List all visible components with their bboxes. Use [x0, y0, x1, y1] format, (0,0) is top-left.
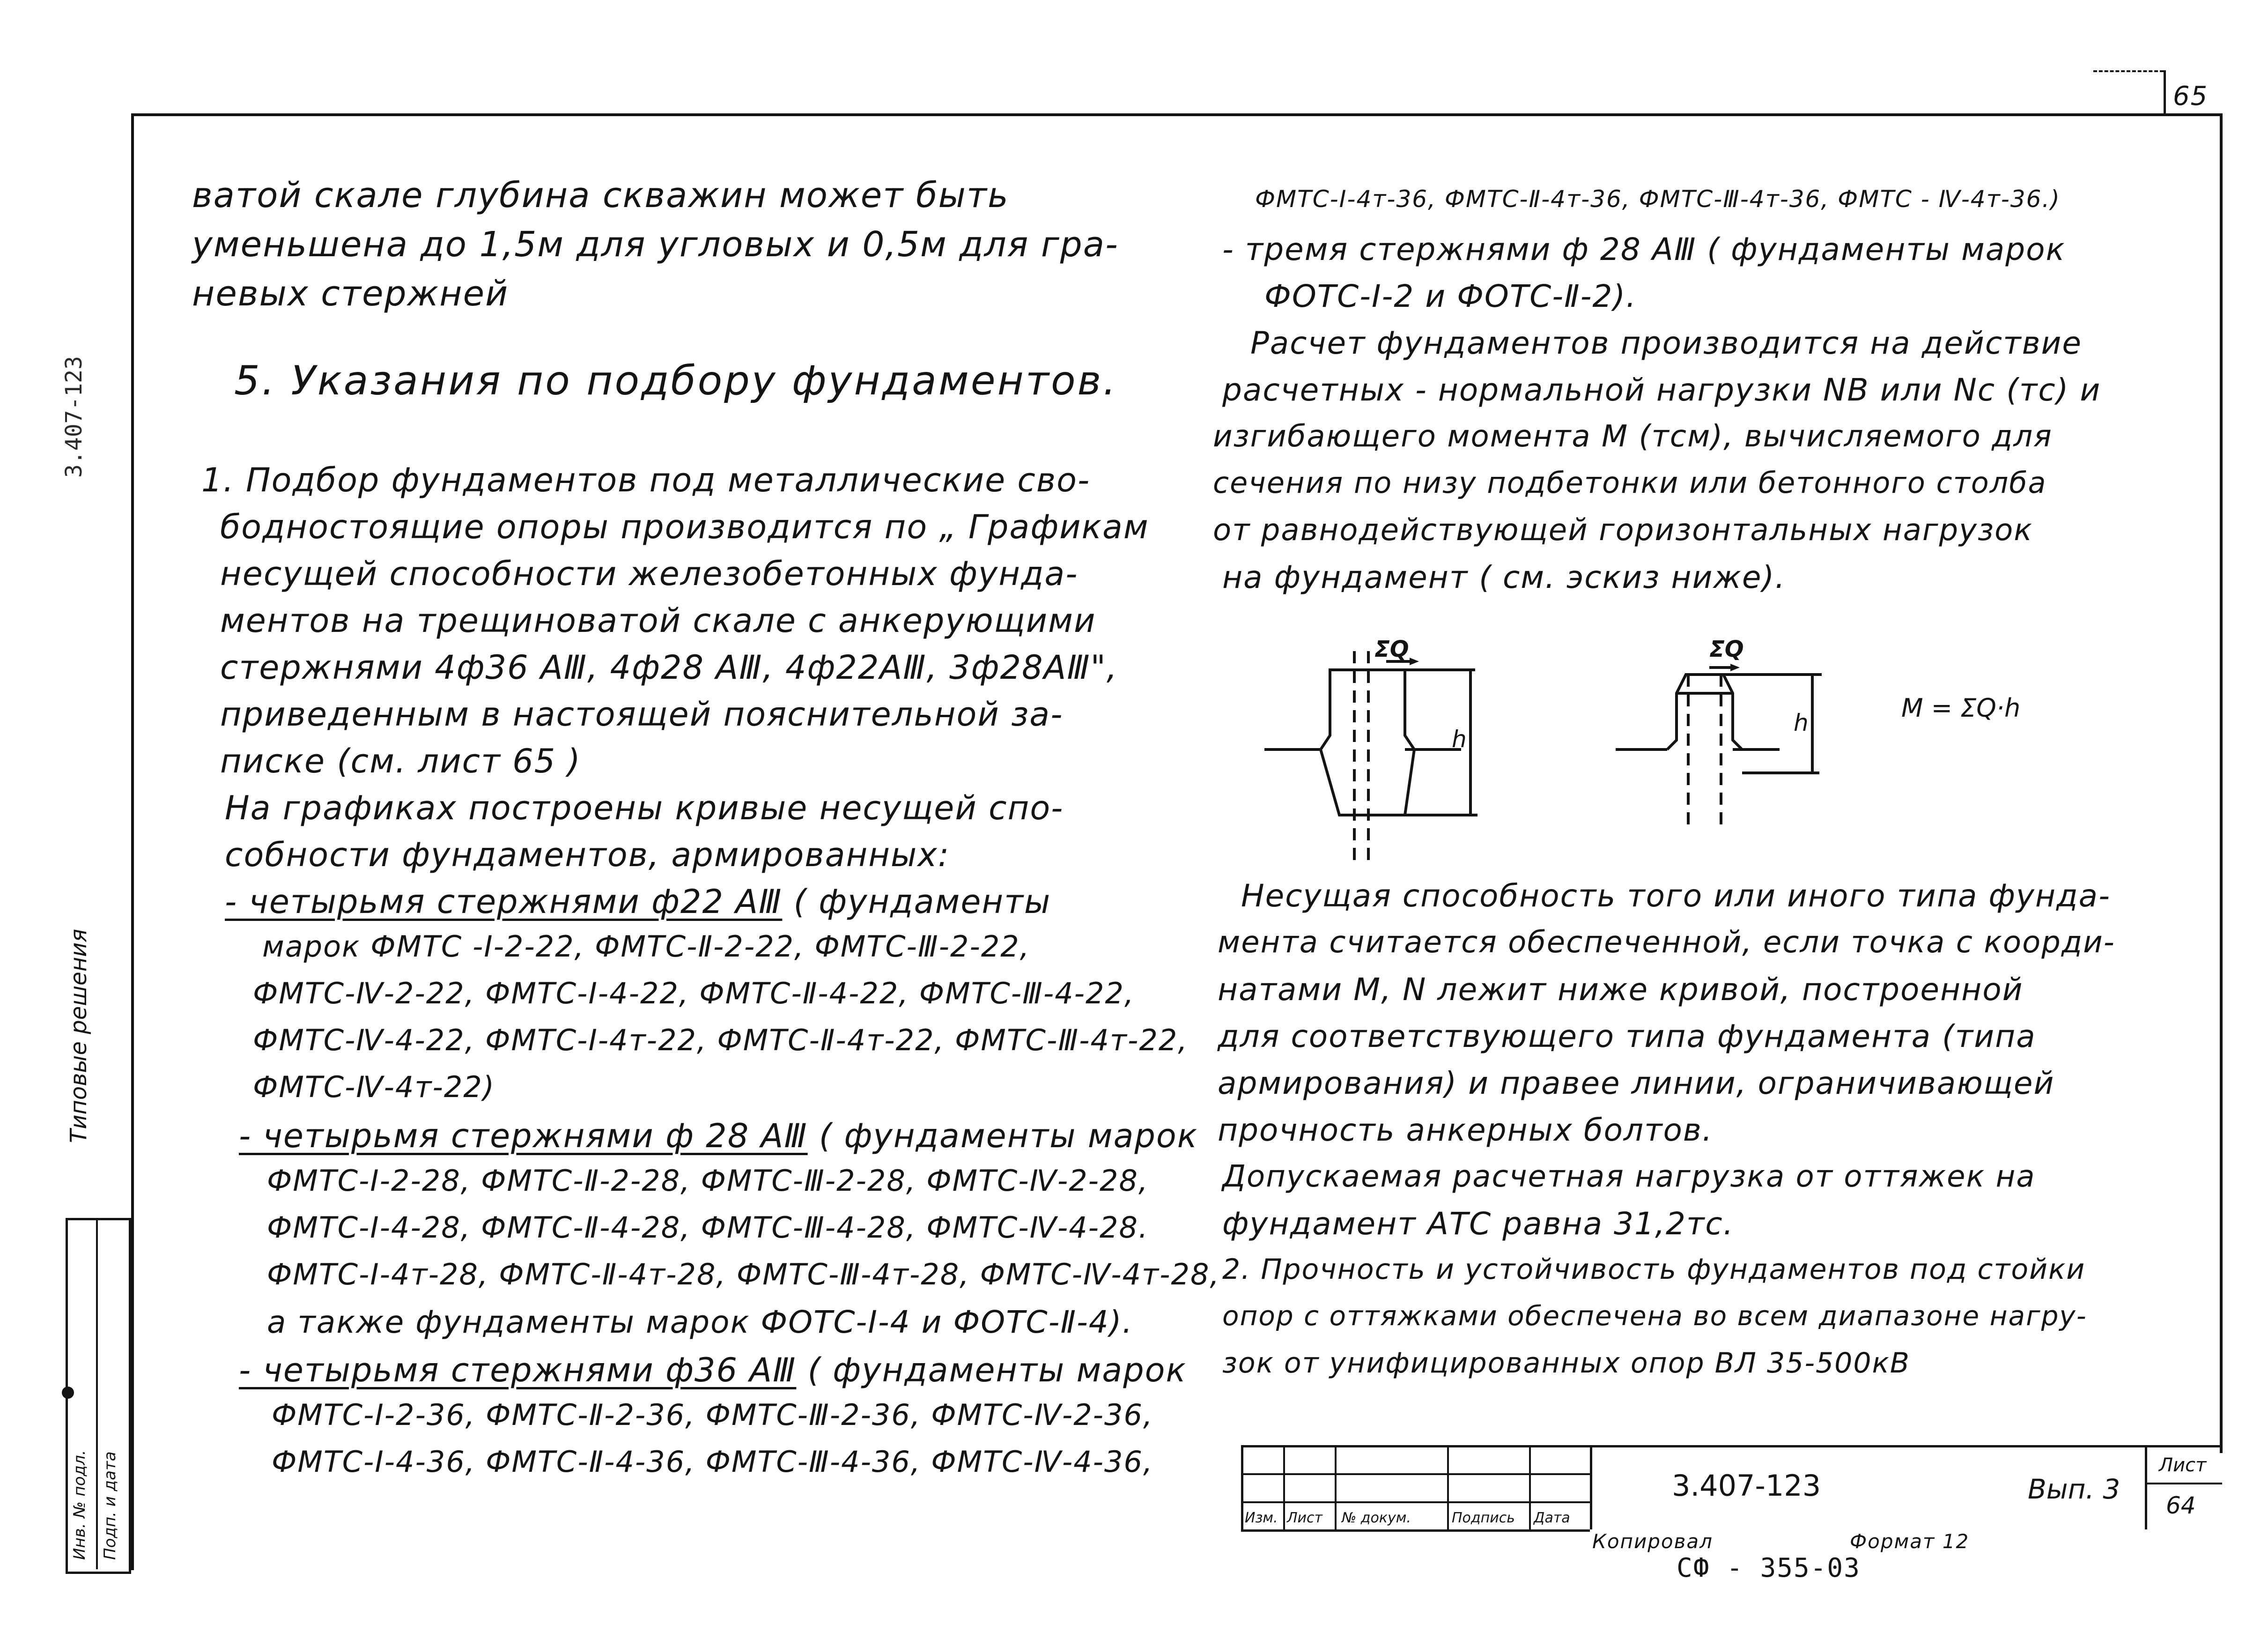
- format-note: Формат 12: [1850, 1530, 1970, 1553]
- tb-col-list: Лист: [1287, 1510, 1323, 1526]
- right-bottom-line-3: натами М, N лежит ниже кривой, построенной: [1218, 972, 2024, 1008]
- list-22-line-4: ФМТС-Ⅳ-4т-22): [253, 1070, 495, 1104]
- list-28-line-4: а также фундаменты марок ФОТС-Ⅰ-4 и ФОТС-Ⅱ-4).: [267, 1304, 1133, 1340]
- margin-text: Типовые решения: [66, 928, 92, 1143]
- list-22-line-3: ФМТС-Ⅳ-4-22, ФМТС-Ⅰ-4т-22, ФМТС-Ⅱ-4т-22, ФМТС-Ⅲ-4т-22,: [253, 1023, 1189, 1057]
- intro-line-3: невых стержней: [192, 274, 509, 314]
- paragraph1-line-4: ментов на трещиноватой скале с анкерующими: [220, 601, 1096, 640]
- list-36-title-rest: ( фундаменты марок: [796, 1351, 1187, 1389]
- list-28-line-3: ФМТС-Ⅰ-4т-28, ФМТС-Ⅱ-4т-28, ФМТС-Ⅲ-4т-28, ФМТС-Ⅳ-4т-28,: [267, 1257, 1220, 1291]
- list-28-title: - четырьмя стержнями ф 28 АⅢ: [239, 1117, 808, 1155]
- tb-sheet-label: Лист: [2159, 1454, 2207, 1476]
- list-22-title: - четырьмя стержнями ф22 АⅢ: [225, 883, 783, 921]
- margin-stamp: 3.407-123: [61, 356, 87, 478]
- right-bottom-line-5: армирования) и правее линии, ограничивающей: [1218, 1065, 2055, 1101]
- tb-col-doc: № докум.: [1342, 1510, 1411, 1526]
- foundation-sketch: [1246, 623, 2042, 913]
- margin-box-dot: [62, 1387, 74, 1399]
- list-22-title-rest: ( фундаменты: [782, 883, 1051, 921]
- list-28-line-2: ФМТС-Ⅰ-4-28, ФМТС-Ⅱ-4-28, ФМТС-Ⅲ-4-28, ФМТС-Ⅳ-4-28.: [267, 1210, 1149, 1245]
- margin-box-text-1: Инв. № подл.: [70, 1450, 89, 1560]
- paragraph2-line-1: На графиках построены кривые несущей спо-: [225, 789, 1064, 827]
- tb-document-code: 3.407-123: [1672, 1469, 1821, 1503]
- stamp-code: СФ - 355-03: [1677, 1553, 1861, 1583]
- right-bottom-line-7: Допускаемая расчетная нагрузка от оттяжек на: [1222, 1159, 2036, 1194]
- list-28-title-rest: ( фундаменты марок: [807, 1117, 1198, 1155]
- right-top-line-4: Расчет фундаментов производится на действие: [1250, 325, 2082, 361]
- intro-line-1: ватой скале глубина скважин может быть: [192, 175, 1009, 215]
- sketch-force-label-1: ΣQ: [1374, 636, 1409, 662]
- list-22-title-row: [225, 883, 1051, 921]
- right-bottom-line-6: прочность анкерных болтов.: [1218, 1112, 1713, 1148]
- margin-box-divider: [96, 1218, 98, 1569]
- right-top-line-8: от равнодействующей горизонтальных нагрузок: [1213, 513, 2033, 548]
- tb-col-izm: Изм.: [1245, 1510, 1278, 1526]
- section-heading: 5. Указания по подбору фундаментов.: [234, 357, 1118, 404]
- right-top-line-2: - тремя стержнями ф 28 АⅢ ( фундаменты марок: [1222, 231, 2066, 267]
- paragraph2-line-2: собности фундаментов, армированных:: [225, 836, 950, 874]
- right-top-line-5: расчетных - нормальной нагрузки NВ или Nс (тс) и: [1222, 372, 2101, 408]
- right-bottom-line-4: для соответствующего типа фундамента (типа: [1218, 1018, 2036, 1054]
- right-top-line-7: сечения по низу подбетонки или бетонного столба: [1213, 466, 2047, 500]
- right-bottom-line-10: опор с оттяжками обеспечена во всем диапазоне нагру-: [1222, 1300, 2087, 1332]
- paragraph1-line-2: бодностоящие опоры производится по „ Графикам: [220, 508, 1149, 546]
- right-top-line-6: изгибающего момента М (тсм), вычисляемого для: [1213, 419, 2053, 454]
- intro-line-2: уменьшена до 1,5м для угловых и 0,5м для гра-: [192, 224, 1119, 265]
- copied-note: Копировал: [1592, 1530, 1713, 1553]
- paragraph1-line-7: писке (см. лист 65 ): [220, 742, 581, 780]
- page-number-top: 65: [2173, 81, 2209, 111]
- list-36-line-1: ФМТС-Ⅰ-2-36, ФМТС-Ⅱ-2-36, ФМТС-Ⅲ-2-36, ФМТС-Ⅳ-2-36,: [272, 1398, 1153, 1432]
- frame-top-right-tick: [2093, 70, 2164, 72]
- frame-right-border: [2220, 113, 2223, 1453]
- margin-box-text-2: Подп. и дата: [101, 1451, 119, 1560]
- list-28-line-1: ФМТС-Ⅰ-2-28, ФМТС-Ⅱ-2-28, ФМТС-Ⅲ-2-28, ФМТС-Ⅳ-2-28,: [267, 1164, 1149, 1198]
- tb-col-sign: Подпись: [1452, 1510, 1515, 1526]
- list-36-line-2: ФМТС-Ⅰ-4-36, ФМТС-Ⅱ-4-36, ФМТС-Ⅲ-4-36, ФМТС-Ⅳ-4-36,: [272, 1445, 1153, 1479]
- paragraph1-line-1: 1. Подбор фундаментов под металлические сво-: [201, 461, 1091, 499]
- tb-sheet-number: 64: [2166, 1492, 2196, 1519]
- sketch-formula: M = ΣQ·h: [1901, 693, 2021, 723]
- list-22-line-1: марок ФМТС -Ⅰ-2-22, ФМТС-Ⅱ-2-22, ФМТС-Ⅲ-2-22,: [262, 929, 1030, 964]
- right-bottom-line-2: мента считается обеспеченной, если точка с коорди-: [1218, 925, 2115, 960]
- sketch-force-label-2: ΣQ: [1709, 636, 1744, 662]
- right-top-line-1: ФМТС-Ⅰ-4т-36, ФМТС-Ⅱ-4т-36, ФМТС-Ⅲ-4т-36, ФМТС - Ⅳ-4т-36.): [1255, 185, 2061, 213]
- right-bottom-line-9: 2. Прочность и устойчивость фундаментов под стойки: [1222, 1253, 2086, 1286]
- frame-top-border: [131, 113, 2220, 116]
- sketch-height-label-2: h: [1794, 709, 1809, 736]
- paragraph1-line-3: несущей способности железобетонных фунда-: [220, 555, 1079, 593]
- right-top-line-3: ФОТС-Ⅰ-2 и ФОТС-Ⅱ-2).: [1264, 278, 1637, 314]
- list-28-title-row: [239, 1117, 1198, 1155]
- list-22-line-2: ФМТС-Ⅳ-2-22, ФМТС-Ⅰ-4-22, ФМТС-Ⅱ-4-22, ФМТС-Ⅲ-4-22,: [253, 976, 1135, 1010]
- paragraph1-line-6: приведенным в настоящей пояснительной за-: [220, 695, 1064, 734]
- sketch-height-label-1: h: [1452, 726, 1467, 753]
- title-block: [1241, 1445, 2222, 1529]
- foundation-2-outline: [1667, 675, 1742, 749]
- tb-col-date: Дата: [1534, 1510, 1570, 1526]
- list-36-title: - четырьмя стержнями ф36 АⅢ: [239, 1351, 797, 1389]
- right-bottom-line-8: фундамент АТС равна 31,2тс.: [1222, 1206, 1734, 1242]
- tb-issue: Вып. 3: [2028, 1473, 2120, 1505]
- right-top-line-9: на фундамент ( см. эскиз ниже).: [1222, 559, 1786, 595]
- paragraph1-line-5: стержнями 4ф36 АⅢ, 4ф28 АⅢ, 4ф22АⅢ, 3ф28АⅢ",: [220, 648, 1118, 687]
- right-bottom-line-1: Несущая способность того или иного типа фунда-: [1241, 878, 2111, 914]
- right-bottom-line-11: зок от унифицированных опор ВЛ 35-500кВ: [1222, 1347, 1910, 1380]
- frame-left-border: [131, 113, 134, 1570]
- list-36-title-row: [239, 1351, 1187, 1389]
